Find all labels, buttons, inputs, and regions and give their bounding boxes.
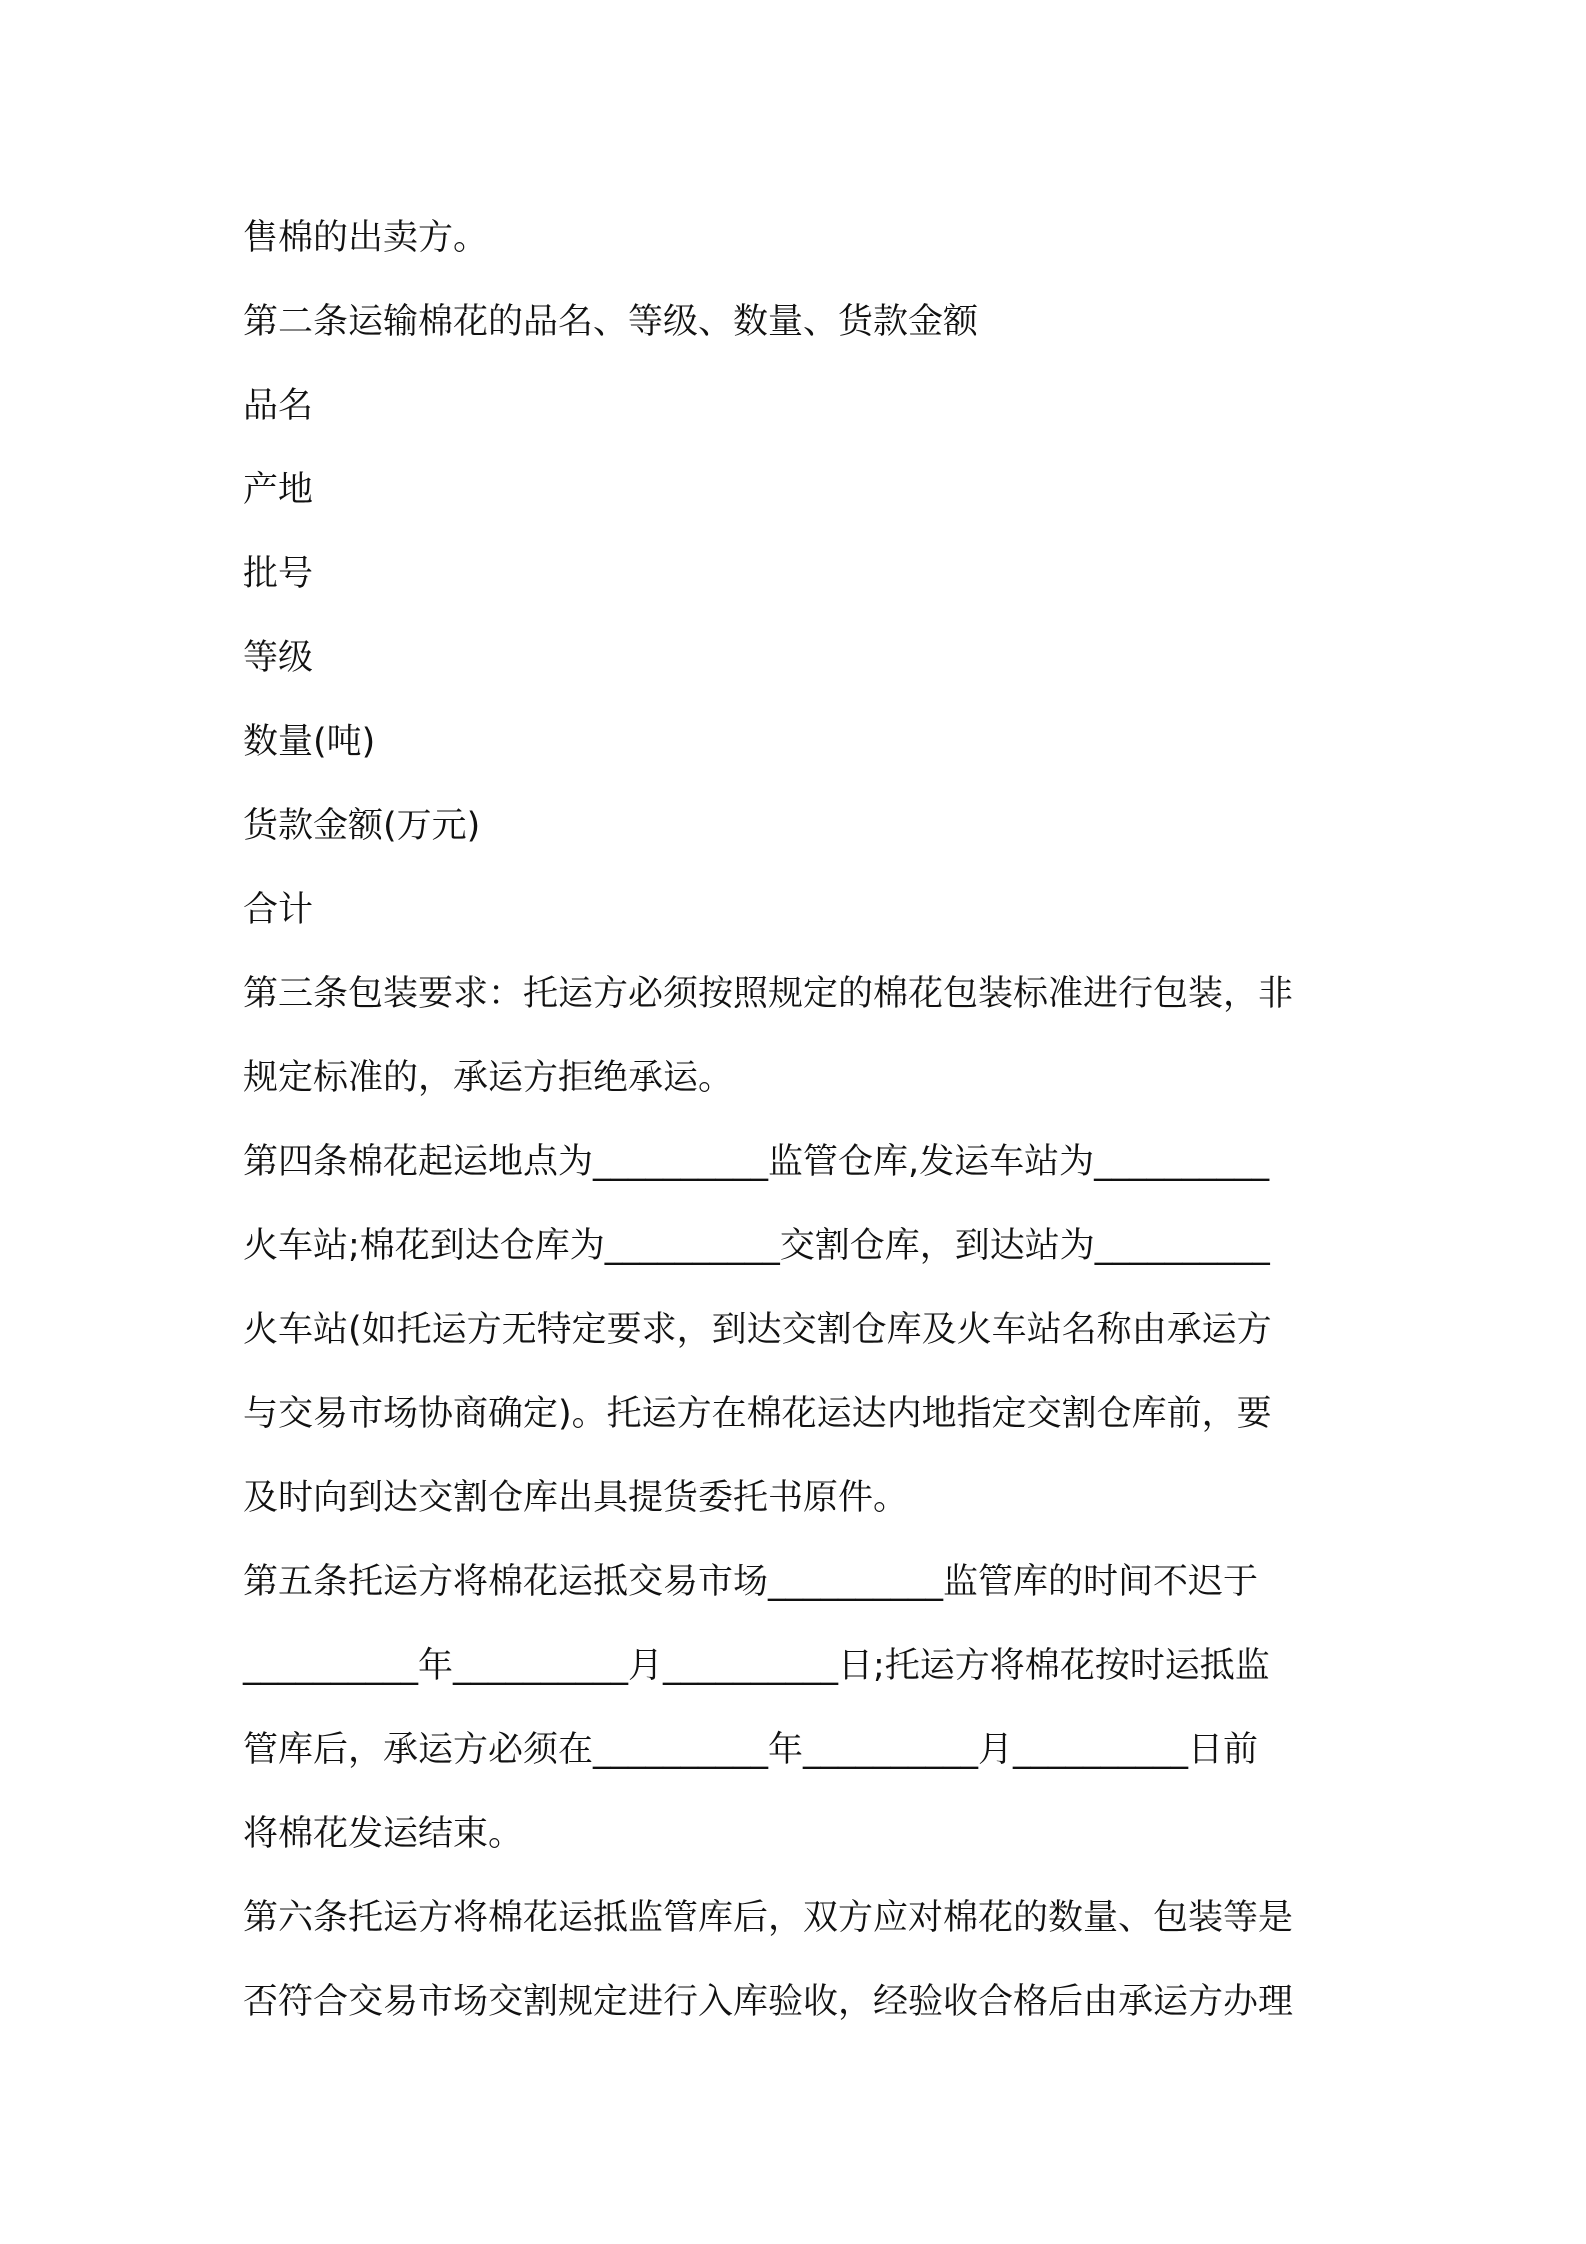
field-label: 货款金额(万元) [243, 806, 481, 846]
document-body [243, 196, 1363, 2044]
field-label: 产地 [243, 470, 314, 510]
text-line: 第五条托运方将棉花运抵交易市场__________监管库的时间不迟于 [243, 1562, 1259, 1602]
section-heading: 第二条运输棉花的品名、等级、数量、货款金额 [243, 302, 979, 342]
text-line: 及时向到达交割仓库出具提货委托书原件。 [243, 1478, 909, 1518]
text-line: 火车站;棉花到达仓库为__________交割仓库，到达站为__________ [243, 1226, 1270, 1266]
field-label: 等级 [243, 638, 314, 678]
field-label: 合计 [243, 890, 314, 930]
text-line: 第三条包装要求：托运方必须按照规定的棉花包装标准进行包装，非 [243, 974, 1294, 1014]
text-line: 第四条棉花起运地点为__________监管仓库,发运车站为__________ [243, 1142, 1270, 1182]
field-label: 批号 [243, 554, 314, 594]
text-line: __________年__________月__________日;托运方将棉花按时运抵监 [243, 1646, 1270, 1686]
text-line: 第六条托运方将棉花运抵监管库后，双方应对棉花的数量、包装等是 [243, 1898, 1294, 1938]
text-line: 将棉花发运结束。 [243, 1814, 524, 1854]
text-line: 火车站(如托运方无特定要求，到达交割仓库及火车站名称由承运方 [243, 1310, 1272, 1350]
field-label: 品名 [243, 386, 314, 426]
text-line: 管库后，承运方必须在__________年__________月__________日前 [243, 1730, 1259, 1770]
text-line: 否符合交易市场交割规定进行入库验收，经验收合格后由承运方办理 [243, 1982, 1294, 2022]
text-line: 规定标准的，承运方拒绝承运。 [243, 1058, 734, 1098]
field-label: 数量(吨) [243, 722, 376, 762]
text-line: 与交易市场协商确定)。托运方在棉花运达内地指定交割仓库前，要 [243, 1394, 1272, 1434]
text-line: 售棉的出卖方。 [243, 218, 489, 258]
